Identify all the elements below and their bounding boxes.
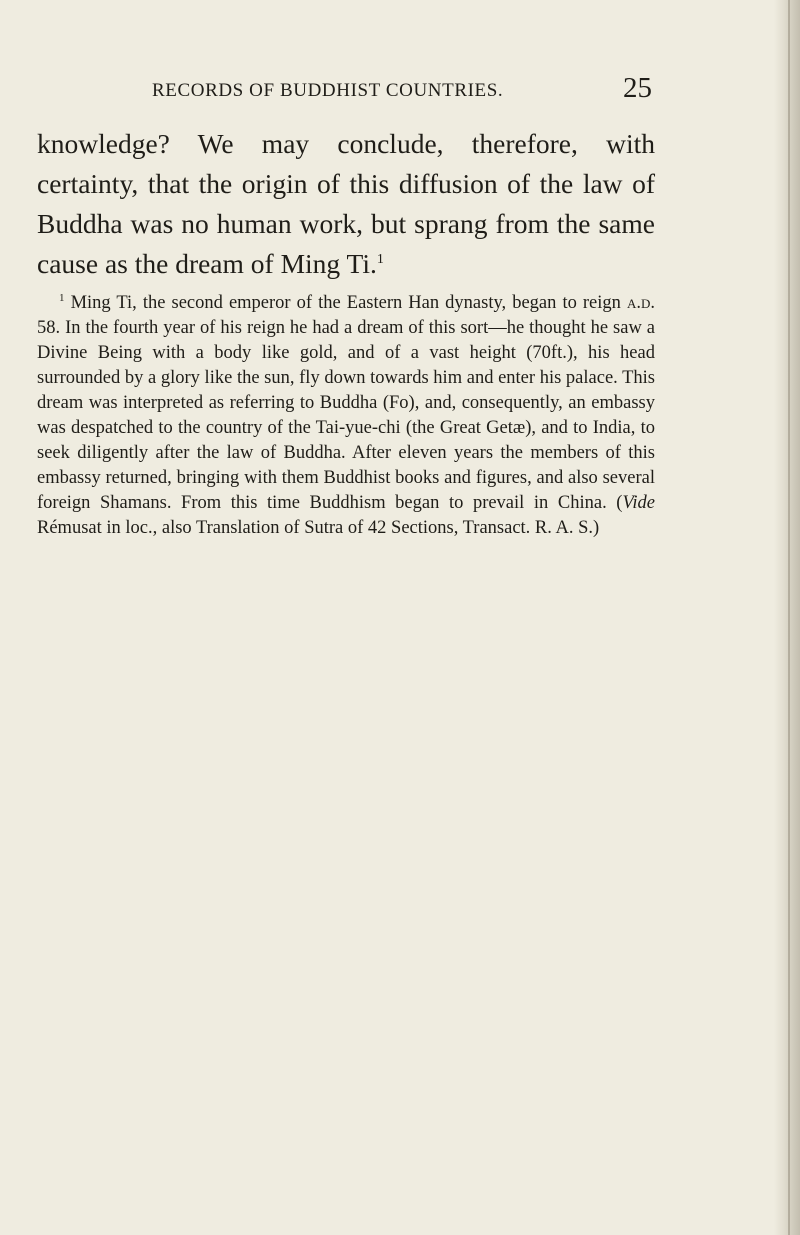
- footnote: [37, 291, 655, 541]
- footnote-vide: Vide: [622, 493, 655, 513]
- page-number: 25: [623, 72, 652, 104]
- body-paragraph: [37, 124, 655, 284]
- footnote-reference: 1: [376, 251, 384, 267]
- footnote-text-part1: Ming Ti, the second emperor of the Eastern Han dynasty, began to reign: [70, 293, 627, 313]
- running-title: RECORDS OF BUDDHIST COUNTRIES.: [152, 80, 504, 101]
- footnote-text-part2: 58. In the fourth year of his reign he had a dream of this sort—he thought he saw a Divine Being with a body like gold, and of a vast height (70ft.), his head surrounded by a glory like the sun, fly down towards him and enter his palace. This dream was interpreted as referring to Buddha (Fo), and, consequently, an embassy was despatched to the country of the Tai-yue-chi (the Great Getæ), and to India, to seek diligently after the law of Buddha. After eleven years the members of this embassy returned, bringing with them Buddhist books and figures, and also several foreign Shamans. From this time Buddhism began to prevail in China. (: [37, 318, 655, 513]
- page-edge-shadow: [774, 0, 800, 1235]
- footnote-paragraph: [37, 291, 655, 541]
- footnote-text-part3: Rémusat in loc., also Translation of Sutra of 42 Sections, Transact. R. A. S.): [37, 518, 600, 538]
- page-binding-edge: [788, 0, 790, 1235]
- body-text: knowledge? We may conclude, therefore, with certainty, that the origin of this diffusion of the law of Buddha was no human work, but sprang from the same cause as the dream of Ming Ti.: [37, 128, 655, 279]
- footnote-marker: 1: [59, 291, 65, 304]
- footnote-era-abbrev: a.d.: [626, 293, 655, 313]
